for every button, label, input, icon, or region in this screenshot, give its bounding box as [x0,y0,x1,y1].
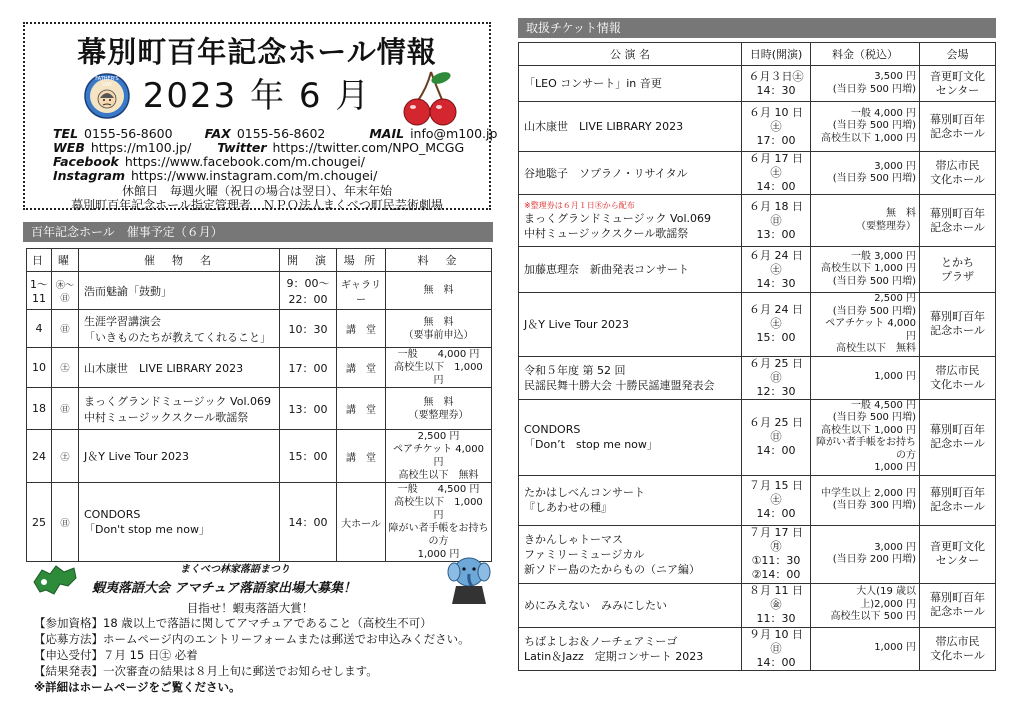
fax-number: 0155-56-8602 [236,126,326,141]
ticket-row [519,195,996,247]
event-dow: ㊐ [52,310,79,348]
event-day: 25 [27,483,52,562]
elephant-mascot-icon [446,552,492,606]
ticket-name-cell [519,583,742,627]
schedule-row [27,348,492,388]
ticket-row [519,399,996,475]
event-day: 1～ 11 [27,272,52,310]
schedule-row [27,483,492,562]
mail-address[interactable]: info@m100.jp [410,126,498,141]
ticket-row [519,627,996,670]
ticket-note: ※整理券は６月１日㊍から配布 [524,201,635,210]
ticket-price: 2,500 円 (当日券 500 円増) ペアチケット 4,000 円 高校生以下 無料 [811,293,920,357]
ticket-name-cell [519,356,742,399]
rakugo-item-1: 【参加資格】18 歳以上で落語に関してアマチュアであること（高校生不可） [34,616,432,630]
event-name: CONDORS 「Don't stop me now」 [79,483,280,562]
col-price: 料金（税込） [811,43,920,66]
event-time: 9：00～ 22：00 [280,272,337,310]
event-place: 講 堂 [337,348,386,388]
event-place: 講 堂 [337,310,386,348]
ticket-name-cell [519,399,742,475]
rakugo-item-4: 【結果発表】一次審査の結果は８月上旬に郵送でお知らせします。 [34,664,378,678]
ticket-price: 大人(19 歳以上)2,000 円 高校生以下 500 円 [811,583,920,627]
badge-text: FATHER'S DAY [95,76,119,88]
col-day: 日 [27,249,52,272]
ticket-row [519,66,996,102]
ticket-row [519,293,996,357]
ticket-date: ６月 25 日㊐ 14：00 [742,399,811,475]
tel-number: 0155-56-8600 [84,126,173,141]
manager-line: 幕別町百年記念ホール指定管理者 ＮＰＯ法人まくべつ町民芸術劇場 [71,198,443,212]
twitter-link[interactable]: https://twitter.com/NPO_MCGG [272,140,465,155]
contact-line-2: WEB https://m100.jp/ Twitter https://twitter.com/NPO_MCGG [53,140,465,155]
ticket-name-cell [519,525,742,583]
schedule-header-row [27,249,492,272]
event-name: まっくグランドミュージック Vol.069 中村ミュージックスクール歌謡祭 [79,388,280,430]
ticket-row [519,525,996,583]
contact-line-3: Facebook https://www.facebook.com/m.chougei/ [53,154,365,169]
ticket-price: 一般 4,500 円 (当日券 500 円増) 高校生以下 1,000 円 障がい者手帳をお持ちの方 1,000 円 [811,399,920,475]
event-place: 講 堂 [337,430,386,483]
ticket-name: 加藤恵理奈 新曲発表コンサート [524,263,689,276]
ticket-name-cell [519,66,742,102]
ticket-price: 一般 3,000 円 高校生以下 1,000 円 (当日券 500 円増) [811,247,920,293]
event-time: 10：30 [280,310,337,348]
event-place: 講 堂 [337,388,386,430]
ticket-name: ちばよしお＆ノーチェアミーゴ Latin＆Jazz 定期コンサート 2023 [524,634,704,663]
schedule-row [27,388,492,430]
ticket-price: 1,000 円 [811,356,920,399]
schedule-row [27,430,492,483]
ticket-name: 「LEO コンサート」in 音更 [524,77,662,90]
event-fee: 無 料 （要整理券） [386,388,492,430]
ticket-date: ７月 17 日㊊ ①11：30 ②14：00 [742,525,811,583]
event-name: 浩而魅諭「鼓動」 [79,272,280,310]
col-dow: 曜 [52,249,79,272]
event-fee: 一般 4,000 円 高校生以下 1,000 円 [386,348,492,388]
event-dow: ㊍～ ㊐ [52,272,79,310]
ticket-name: たかはしべんコンサート 『しあわせの種』 [524,486,645,514]
ticket-date: ６月 10 日㊏ 17：00 [742,102,811,152]
ticket-venue: 帯広市民 文化ホール [920,627,996,670]
event-day: 4 [27,310,52,348]
ticket-row [519,247,996,293]
rakugo-item-3: 【申込受付】７月 15 日㊏ 必着 [34,648,198,662]
contact-line-1: TEL 0155-56-8600 FAX 0155-56-8602 MAIL info@m100.jp [53,126,498,141]
ticket-row [519,102,996,152]
ticket-name-cell [519,247,742,293]
event-day: 10 [27,348,52,388]
ticket-date: ６月 17 日㊏ 14：00 [742,152,811,195]
ticket-venue: 帯広市民 文化ホール [920,152,996,195]
event-time: 14：00 [280,483,337,562]
page-title: 幕別町百年記念ホール情報 [77,35,437,69]
rakugo-footer: ※詳細はホームページをご覧ください。 [34,680,241,694]
ticket-price: 3,000 円 (当日券 500 円増) [811,152,920,195]
event-time: 17：00 [280,348,337,388]
tickets-bar: 取扱チケット情報 [518,18,996,38]
ticket-row [519,583,996,627]
cherry-icon [401,68,461,128]
event-name: J＆Y Live Tour 2023 [79,430,280,483]
tickets-table [518,42,996,671]
ticket-name-cell [519,293,742,357]
col-name: 公 演 名 [519,43,742,66]
ticket-date: ６月 24 日㊏ 14：30 [742,247,811,293]
ticket-name-cell [519,152,742,195]
ticket-venue: 帯広市民 文化ホール [920,356,996,399]
event-day: 18 [27,388,52,430]
col-fee: 料 金 [386,249,492,272]
event-fee: 2,500 円 ペアチケット 4,000 円 高校生以下 無料 [386,430,492,483]
ticket-venue: 幕別町百年 記念ホール [920,583,996,627]
tickets-header-row [519,43,996,66]
rakugo-item-2: 【応募方法】ホームページ内のエントリーフォームまたは郵送でお申込みください。 [34,632,470,646]
ticket-name: まっくグランドミュージック Vol.069 中村ミュージックスクール歌謡祭 [524,212,712,240]
rakugo-event-name: まくべつ林家落語まつり [180,564,290,575]
col-time: 開 演 [280,249,337,272]
ticket-name: J＆Y Live Tour 2023 [524,317,629,331]
ticket-date: ６月 25 日㊐ 12：30 [742,356,811,399]
ticket-venue: 幕別町百年 記念ホール [920,102,996,152]
ticket-price: 無 料 （要整理券） [811,195,920,247]
ticket-name: CONDORS 「Don’t stop me now」 [524,423,658,451]
event-name: 山木康世 LIVE LIBRARY 2023 [79,348,280,388]
ticket-venue: 音更町文化 センター [920,66,996,102]
ticket-row [519,152,996,195]
event-fee: 無 料 [386,272,492,310]
col-venue: 会場 [920,43,996,66]
ticket-price: 1,000 円 [811,627,920,670]
ticket-venue: 音更町文化 センター [920,525,996,583]
col-place: 場 所 [337,249,386,272]
header-box [23,22,498,212]
ticket-date: ９月 10 日㊐ 14：00 [742,627,811,670]
ticket-price: 3,500 円 (当日券 500 円増) [811,66,920,102]
schedule-bar: 百年記念ホール 催事予定（６月） [23,222,493,242]
event-fee: 一般 4,500 円 高校生以下 1,000 円 障がい者手帳をお持ちの方 1,000 円 [386,483,492,562]
event-time: 15：00 [280,430,337,483]
event-dow: ㊐ [52,483,79,562]
ticket-date: ７月 15 日㊏ 14：00 [742,475,811,525]
closed-days: 休館日 毎週火曜（祝日の場合は翌日）、年末年始 [121,184,392,198]
ticket-name: 谷地聡子 ソプラノ・リサイタル [524,166,688,180]
ticket-name: 山木康世 LIVE LIBRARY 2023 [524,120,684,133]
ticket-date: ６月 18 日㊐ 13：00 [742,195,811,247]
facebook-link[interactable]: https://www.facebook.com/m.chougei/ [124,154,365,169]
ticket-venue: 幕別町百年 記念ホール [920,293,996,357]
ticket-name-cell [519,475,742,525]
ticket-venue: 幕別町百年 記念ホール [920,475,996,525]
ticket-price: 3,000 円 (当日券 200 円増) [811,525,920,583]
ticket-name: 令和５年度 第 52 回 民謡民舞十勝大会 十勝民謡連盟発表会 [524,363,715,392]
event-dow: ㊐ [52,388,79,430]
ticket-venue: 幕別町百年 記念ホール [920,195,996,247]
page-month: 2023 年 6 月 [142,76,372,116]
instagram-link[interactable]: https://www.instagram.com/m.chougei/ [130,168,378,183]
ticket-row [519,356,996,399]
event-place: 大ホール [337,483,386,562]
event-dow: ㊏ [52,430,79,483]
ticket-price: 中学生以上 2,000 円 (当日券 300 円増) [811,475,920,525]
ticket-name: めにみえない みみにしたい [524,598,667,612]
hokkaido-map-icon [30,560,80,600]
ticket-date: ６月 24 日㊏ 15：00 [742,293,811,357]
contact-line-4: Instagram https://www.instagram.com/m.chougei/ [53,168,378,183]
ticket-price: 一般 4,000 円 (当日券 500 円増) 高校生以下 1,000 円 [811,102,920,152]
web-link[interactable]: https://m100.jp/ [90,140,192,155]
event-place: ギャラリー [337,272,386,310]
event-fee: 無 料 （要事前申込） [386,310,492,348]
ticket-name-cell [519,627,742,670]
col-date: 日時(開演) [742,43,811,66]
schedule-row [27,310,492,348]
ticket-date: ６月３日㊏ 14：30 [742,66,811,102]
col-event: 催 物 名 [79,249,280,272]
ticket-name-cell [519,195,742,247]
ticket-venue: とかち プラザ [920,247,996,293]
ticket-row [519,475,996,525]
event-time: 13：00 [280,388,337,430]
rakugo-title: 蝦夷落語大会 アマチュア落語家出場大募集！ [92,581,357,596]
ticket-name: きかんしゃトーマス ファミリーミュージカル 新ソドー島のたからもの（ニア編） [524,532,700,576]
rakugo-goal: 目指せ！蝦夷落語大賞！ [186,601,314,615]
event-day: 24 [27,430,52,483]
ticket-date: ８月 11 日㊎ 11：30 [742,583,811,627]
event-name: 生涯学習講演会 「いきものたちが教えてくれること」 [79,310,280,348]
event-dow: ㊏ [52,348,79,388]
schedule-row [27,272,492,310]
ticket-name-cell [519,102,742,152]
schedule-table [26,248,492,562]
ticket-venue: 幕別町百年 記念ホール [920,399,996,475]
